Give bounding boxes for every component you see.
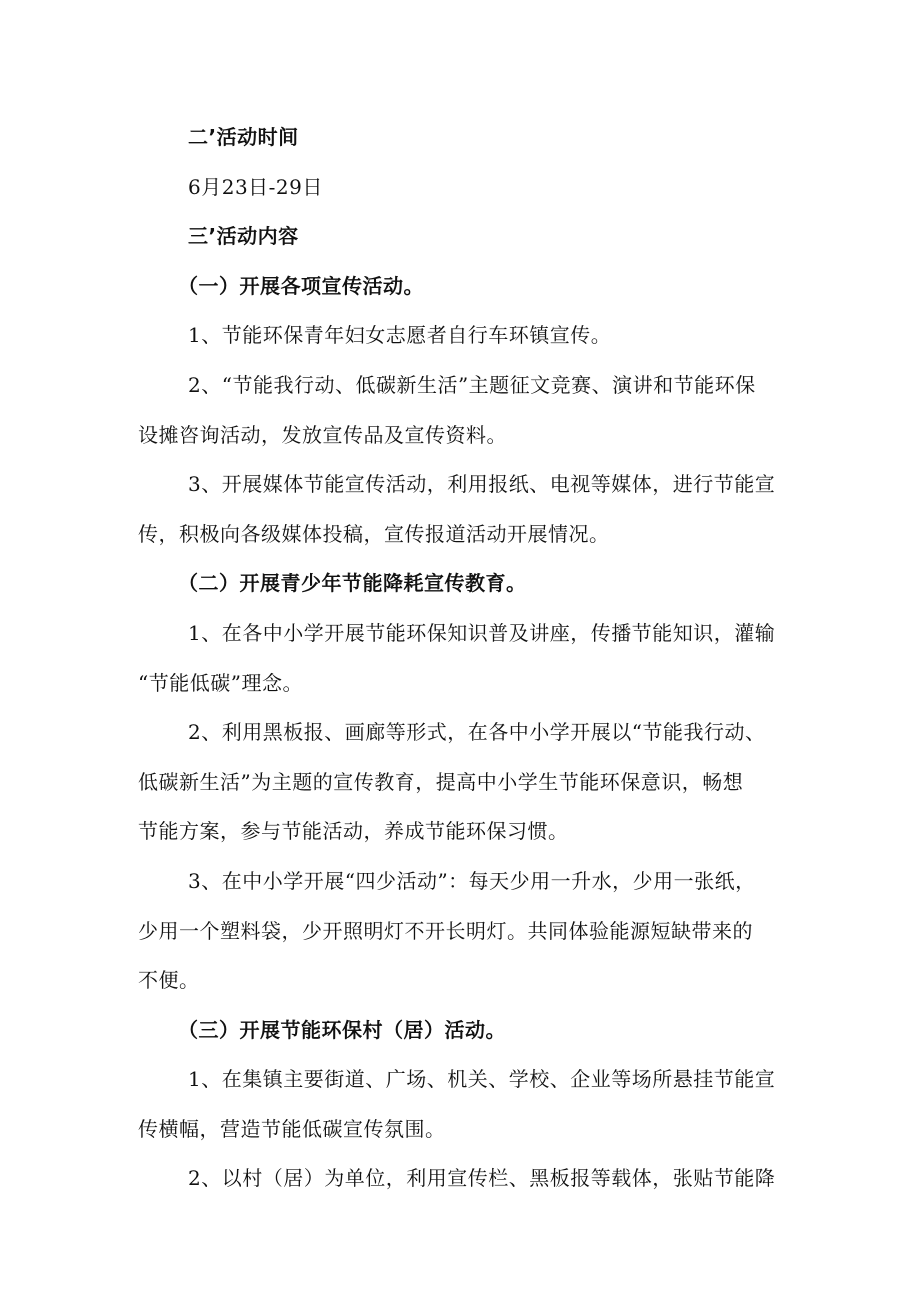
document-body [138, 113, 798, 1204]
paragraph-line: 设摊咨询活动，发放宣传品及宣传资料。 [138, 422, 507, 447]
activity-groups [138, 262, 798, 1204]
paragraph-line: 节能方案，参与节能活动，养成节能环保习惯。 [138, 819, 569, 844]
section-heading-activity-time: 二’活动时间 [188, 125, 299, 149]
paragraph-line: 2、以村（居）为单位，利用宣传栏、黑板报等载体，张贴节能降 [188, 1166, 776, 1191]
sub-heading: （二）开展青少年节能降耗宣传教育。 [178, 571, 527, 596]
paragraph [138, 1055, 798, 1154]
section-heading-activity-content: 三’活动内容 [188, 224, 299, 249]
paragraph-line: 3、在中小学开展“四少活动”：每天少用一升水，少用一张纸， [188, 868, 756, 893]
sub-heading: （三）开展节能环保村（居）活动。 [178, 1017, 506, 1042]
paragraph-line: 3、开展媒体节能宣传活动，利用报纸、电视等媒体，进行节能宣 [188, 472, 776, 497]
paragraph-line: 低碳新生活”为主题的宣传教育，提高中小学生节能环保意识，畅想 [138, 769, 744, 794]
paragraph-line: 1、在各中小学开展节能环保知识普及讲座，传播节能知识，灌输 [188, 620, 776, 645]
paragraph-line: 传横幅，营造节能低碳宣传氛围。 [138, 1116, 446, 1141]
paragraph [138, 708, 798, 857]
paragraph [138, 1154, 798, 1204]
paragraph-line: “节能低碳”理念。 [138, 670, 303, 695]
paragraph-line: 2、“节能我行动、低碳新生活”主题征文竞赛、演讲和节能环保 [188, 372, 756, 397]
paragraph-line: 少用一个塑料袋，少开照明灯不开长明灯。共同体验能源短缺带来的 [138, 918, 753, 943]
paragraph-line: 1、节能环保青年妇女志愿者自行车环镇宣传。 [188, 323, 612, 348]
activity-date: 6月23日-29日 [188, 174, 323, 199]
paragraph [138, 609, 798, 708]
paragraph [138, 460, 798, 559]
paragraph [138, 857, 798, 1006]
paragraph-line: 传，积极向各级媒体投稿，宣传报道活动开展情况。 [138, 521, 610, 546]
paragraph-line: 2、利用黑板报、画廊等形式，在各中小学开展以“节能我行动、 [188, 720, 766, 745]
paragraph-line: 不便。 [138, 968, 200, 993]
paragraph-line: 1、在集镇主要街道、广场、机关、学校、企业等场所悬挂节能宣 [188, 1067, 776, 1092]
sub-heading: （一）开展各项宣传活动。 [178, 273, 424, 298]
paragraph [138, 311, 798, 361]
paragraph [138, 361, 798, 460]
